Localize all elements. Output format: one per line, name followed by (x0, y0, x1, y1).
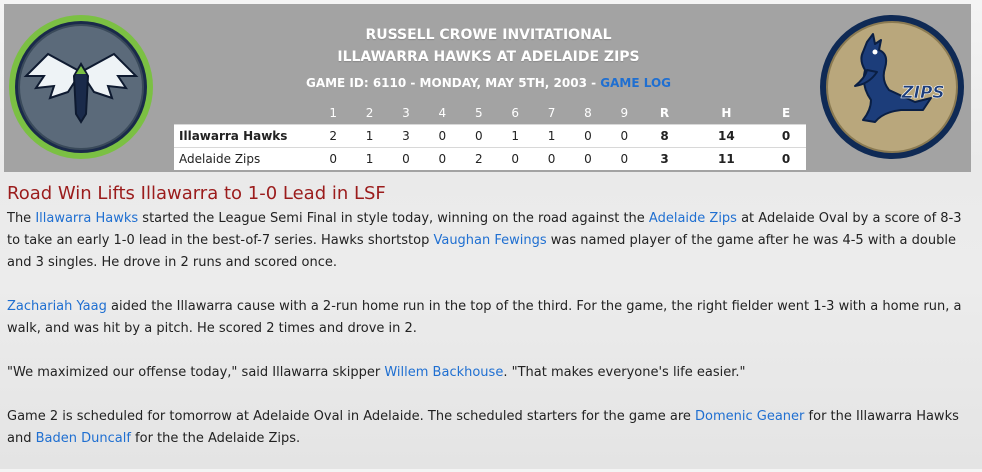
hits-header: H (721, 106, 732, 120)
box-score-header-row (174, 102, 806, 125)
hits-total: 14 (687, 125, 767, 148)
article-paragraph (7, 208, 972, 274)
inning-header: 8 (584, 106, 592, 120)
inning-header: 3 (402, 106, 410, 120)
game-title-block (174, 24, 803, 92)
inning-header: 4 (438, 106, 447, 120)
inning-score: 0 (461, 125, 497, 148)
text-span: aided the Illawarra cause with a 2-run home run in the top of the third. For the game, the right fielder went 1-3 with a home run, a walk, and was hit by a pitch. He scored 2 times and drove in 2. (7, 299, 962, 336)
inning-score: 0 (606, 148, 642, 171)
inning-score: 0 (315, 148, 351, 171)
inning-score: 0 (570, 125, 606, 148)
inning-score: 0 (533, 148, 569, 171)
inning-score: 1 (351, 125, 387, 148)
game-header (4, 4, 971, 172)
player-link[interactable]: Domenic Geaner (695, 409, 805, 424)
errors-total: 0 (766, 125, 806, 148)
runs-header: R (659, 106, 670, 120)
text-span: The (7, 211, 36, 226)
article-paragraph (7, 406, 972, 450)
article-headline: Road Win Lifts Illawarra to 1-0 Lead in LSF (7, 183, 386, 204)
table-row (174, 148, 806, 171)
errors-header: E (781, 106, 791, 120)
team-link-zips[interactable]: Adelaide Zips (648, 211, 737, 226)
team-name-hawks[interactable]: Illawarra Hawks (174, 125, 315, 148)
inning-score: 3 (388, 125, 424, 148)
inning-header: 9 (620, 106, 629, 120)
inning-score: 1 (533, 125, 569, 148)
hits-total: 11 (687, 148, 767, 171)
text-span: Game 2 is scheduled for tomorrow at Adelaide Oval in Adelaide. The scheduled starters for the game are (7, 409, 696, 424)
inning-score: 0 (388, 148, 424, 171)
inning-score: 1 (497, 125, 533, 148)
text-span: was named player of the game after he was 4-5 with a double and 3 singles. He drove in 2 runs and scored once. (7, 233, 956, 270)
manager-link[interactable]: Willem Backhouse (384, 365, 504, 380)
event-title: RUSSELL CROWE INVITATIONAL (365, 27, 612, 43)
zips-logo[interactable] (819, 14, 965, 160)
game-id-line (174, 74, 803, 92)
inning-header: 6 (511, 106, 519, 120)
zips-logo-text: ZIPS (901, 83, 945, 103)
inning-header: 1 (329, 106, 338, 120)
text-span: "We maximized our offense today," said Illawarra skipper (7, 365, 385, 380)
text-span: started the League Semi Final in style today, winning on the road against the (138, 211, 649, 226)
game-id-text: GAME ID: 6110 - MONDAY, MAY 5TH, 2003 - (305, 76, 601, 90)
article-paragraph (7, 362, 972, 384)
team-column-header (174, 102, 315, 125)
kangaroo-icon (819, 14, 965, 160)
inning-score: 2 (315, 125, 351, 148)
player-link[interactable]: Zachariah Yaag (7, 299, 107, 314)
player-link[interactable]: Vaughan Fewings (433, 233, 547, 248)
text-span: for the the Adelaide Zips. (130, 431, 301, 446)
article-body (7, 208, 972, 472)
table-row (174, 125, 806, 148)
text-span: . "That makes everyone's life easier." (503, 365, 746, 380)
inning-score: 0 (606, 125, 642, 148)
article-paragraph (7, 296, 972, 340)
inning-score: 0 (424, 148, 460, 171)
team-name-zips[interactable]: Adelaide Zips (174, 148, 315, 171)
text-span: at Adelaide Oval by a score of 8-3 to take an early 1-0 lead in the best-of-7 series. Hawks shortstop (7, 211, 962, 248)
inning-score: 0 (424, 125, 460, 148)
inning-score: 0 (497, 148, 533, 171)
hawks-logo[interactable] (8, 14, 154, 160)
text-span: for the Illawarra Hawks and (7, 409, 959, 446)
matchup-title: ILLAWARRA HAWKS AT ADELAIDE ZIPS (337, 49, 640, 65)
errors-total: 0 (766, 148, 806, 171)
inning-header: 2 (365, 106, 374, 120)
runs-total: 8 (643, 125, 687, 148)
inning-score: 1 (351, 148, 387, 171)
hawk-icon (8, 14, 154, 160)
team-link-hawks[interactable]: Illawarra Hawks (35, 211, 139, 226)
box-score-table (174, 102, 806, 170)
inning-header: 7 (547, 106, 556, 120)
inning-score: 2 (461, 148, 497, 171)
player-link[interactable]: Baden Duncalf (35, 431, 131, 446)
game-log-link[interactable]: GAME LOG (600, 76, 672, 90)
runs-total: 3 (643, 148, 687, 171)
inning-score: 0 (570, 148, 606, 171)
inning-header: 5 (474, 106, 483, 120)
